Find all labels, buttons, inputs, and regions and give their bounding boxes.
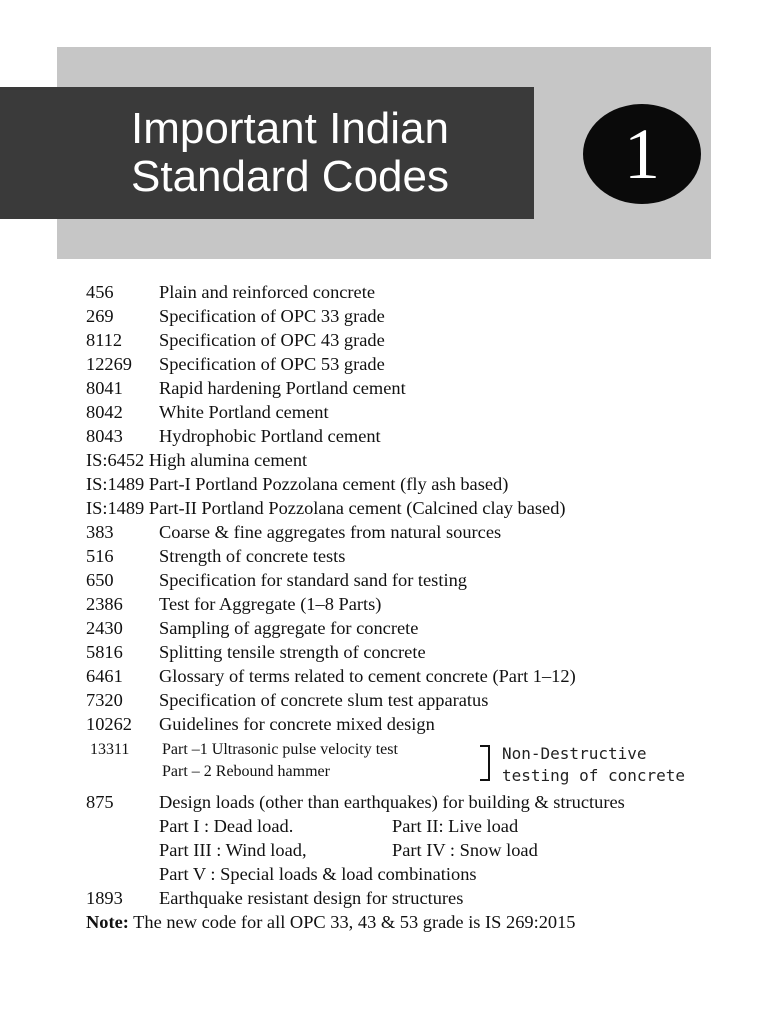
- load-part: Part IV : Snow load: [392, 840, 538, 860]
- ndt-code-number: 13311: [90, 741, 130, 758]
- code-number: 383: [86, 522, 114, 542]
- code-description: White Portland cement: [159, 402, 329, 422]
- code-number: 875: [86, 792, 114, 812]
- code-number: 2386: [86, 594, 123, 614]
- chapter-title-box: [0, 87, 534, 219]
- is-code-text: IS:1489 Part-II Portland Pozzolana cement (Calcined clay based): [86, 498, 566, 518]
- ndt-part-1: Part –1 Ultrasonic pulse velocity test: [162, 741, 398, 758]
- ndt-bracket: [480, 745, 490, 781]
- code-number: 1893: [86, 888, 123, 908]
- code-number: 7320: [86, 690, 123, 710]
- ndt-part-2: Part – 2 Rebound hammer: [162, 763, 330, 780]
- code-number: 269: [86, 306, 114, 326]
- code-number: 2430: [86, 618, 123, 638]
- code-number: 8112: [86, 330, 123, 350]
- code-description: Sampling of aggregate for concrete: [159, 618, 419, 638]
- code-number: 6461: [86, 666, 123, 686]
- code-description: Specification of OPC 43 grade: [159, 330, 385, 350]
- load-parts-row: [86, 862, 726, 886]
- is-code-text: IS:6452 High alumina cement: [86, 450, 308, 470]
- code-description: Specification of OPC 33 grade: [159, 306, 385, 326]
- code-number: 456: [86, 282, 114, 302]
- load-part: Part I : Dead load.: [159, 816, 294, 836]
- code-number: 650: [86, 570, 114, 590]
- code-description: Specification for standard sand for testing: [159, 570, 467, 590]
- note: [86, 910, 575, 934]
- code-description: Specification of OPC 53 grade: [159, 354, 385, 374]
- code-description: Rapid hardening Portland cement: [159, 378, 406, 398]
- code-description: Guidelines for concrete mixed design: [159, 714, 435, 734]
- code-description: Hydrophobic Portland cement: [159, 426, 381, 446]
- note-text: The new code for all OPC 33, 43 & 53 grade is IS 269:2015: [133, 912, 576, 932]
- code-description: Glossary of terms related to cement concrete (Part 1–12): [159, 666, 576, 686]
- code-number: 12269: [86, 354, 132, 374]
- chapter-number-badge: 1: [583, 104, 701, 204]
- load-parts-row: [86, 838, 726, 862]
- code-description: Specification of concrete slum test apparatus: [159, 690, 489, 710]
- code-number: 10262: [86, 714, 132, 734]
- ndt-block: [86, 739, 726, 787]
- code-description: Strength of concrete tests: [159, 546, 346, 566]
- chapter-title-line-2: Standard Codes: [131, 152, 449, 201]
- ndt-label-line-2: testing of concrete: [502, 766, 686, 785]
- chapter-title-line-1: Important Indian: [131, 104, 449, 153]
- ndt-label-line-1: Non-Destructive: [502, 744, 647, 763]
- note-label: Note:: [86, 912, 129, 932]
- code-number: 5816: [86, 642, 123, 662]
- code-row: [86, 790, 726, 814]
- code-description: Splitting tensile strength of concrete: [159, 642, 426, 662]
- is-code-text: IS:1489 Part-I Portland Pozzolana cement (fly ash based): [86, 474, 509, 494]
- code-number: 8041: [86, 378, 123, 398]
- code-description: Coarse & fine aggregates from natural sources: [159, 522, 502, 542]
- code-number: 8043: [86, 426, 123, 446]
- code-description: Plain and reinforced concrete: [159, 282, 375, 302]
- load-part: Part II: Live load: [392, 816, 519, 836]
- code-number: 516: [86, 546, 114, 566]
- load-part: Part III : Wind load,: [159, 840, 307, 860]
- code-description: Design loads (other than earthquakes) for building & structures: [159, 792, 625, 812]
- load-part: Part V : Special loads & load combinations: [159, 864, 477, 884]
- code-description: Test for Aggregate (1–8 Parts): [159, 594, 382, 614]
- load-parts-row: [86, 814, 726, 838]
- code-description: Earthquake resistant design for structures: [159, 888, 464, 908]
- code-number: 8042: [86, 402, 123, 422]
